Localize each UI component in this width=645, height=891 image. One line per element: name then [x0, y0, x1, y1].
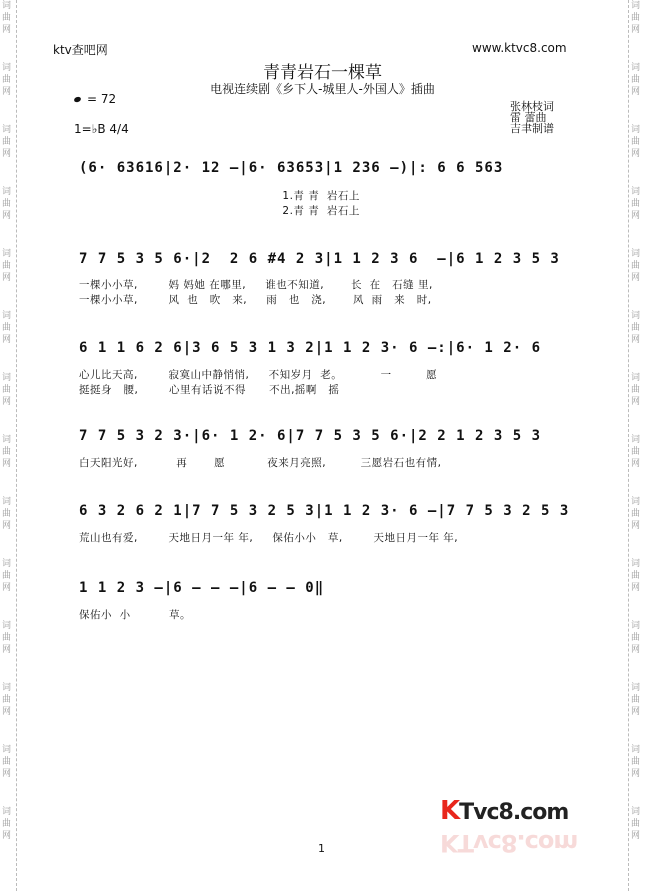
watermark-glyph-group: 词 曲 网	[2, 807, 12, 841]
logo-reflection: KTvc8.com	[440, 829, 578, 857]
logo-rest: Tvc8.com	[459, 800, 569, 825]
watermark-glyph-group: 词 曲 网	[2, 745, 12, 779]
watermark-glyph-group: 词 曲 网	[2, 373, 12, 407]
watermark-glyph-group: 词 曲 网	[2, 311, 12, 345]
watermark-glyph-group: 词 曲 网	[2, 497, 12, 531]
notation-line: (6· 63616|2· 12 —|6· 63653|1 236 —)|: 6 6 563	[79, 160, 504, 176]
page-number: 1	[318, 842, 325, 855]
watermark-glyph-group: 词 曲 网	[631, 435, 641, 469]
notation-line: 7 7 5 3 5 6·|2 2 6 #4 2 3|1 1 2 3 6 —|6 1 2 3 5 3	[79, 251, 560, 267]
watermark-glyph-group: 词 曲 网	[2, 249, 12, 283]
watermark-glyph-group: 词 曲 网	[2, 63, 12, 97]
left-watermark-text	[2, 0, 14, 868]
watermark-glyph-group: 词 曲 网	[631, 683, 641, 717]
watermark-glyph-group: 词 曲 网	[2, 1, 12, 35]
ktvc8-logo	[440, 796, 568, 826]
credit-transcriber: 吉聿制谱	[510, 122, 554, 135]
watermark-glyph-group: 词 曲 网	[2, 125, 12, 159]
watermark-glyph-group: 词 曲 网	[631, 373, 641, 407]
left-watermark-column	[0, 0, 17, 891]
watermark-glyph-group: 词 曲 网	[2, 435, 12, 469]
site-name-left: ktv查吧网	[53, 43, 108, 57]
watermark-glyph-group: 词 曲 网	[631, 249, 641, 283]
watermark-glyph-group: 词 曲 网	[2, 683, 12, 717]
song-subtitle: 电视连续剧《乡下人-城里人-外国人》插曲	[210, 82, 435, 96]
notation-line: 7 7 5 3 2 3·|6· 1 2· 6|7 7 5 3 5 6·|2 2 1 2 3 5 3	[79, 428, 542, 444]
watermark-glyph-group: 词 曲 网	[631, 559, 641, 593]
watermark-glyph-group: 词 曲 网	[2, 187, 12, 221]
site-url-right: www.ktvc8.com	[472, 41, 567, 55]
lyric-line: 荒山也有爱, 天地日月一年 年, 保佑小小 草, 天地日月一年 年,	[79, 532, 459, 544]
quarter-note-icon	[73, 96, 81, 103]
credit-composer: 雷 蕾曲	[510, 111, 547, 124]
notation-line: 1 1 2 3 —|6 — — —|6 — — 0‖	[79, 580, 325, 596]
watermark-glyph-group: 词 曲 网	[631, 1, 641, 35]
key-signature: 1=♭B 4/4	[74, 122, 129, 136]
notation-line: 6 1 1 6 2 6|3 6 5 3 1 3 2|1 1 2 3· 6 —:|6· 1 2· 6	[79, 340, 542, 356]
right-watermark-text	[631, 0, 643, 868]
watermark-glyph-group: 词 曲 网	[631, 745, 641, 779]
watermark-glyph-group: 词 曲 网	[2, 559, 12, 593]
watermark-glyph-group: 词 曲 网	[2, 621, 12, 655]
watermark-glyph-group: 词 曲 网	[631, 125, 641, 159]
lyric-line: 1.青 青 岩石上	[79, 190, 360, 202]
logo-k: K	[440, 796, 460, 826]
lyric-line: 一棵小小草, 风 也 吹 来, 雨 也 浇, 风 雨 来 时,	[79, 294, 432, 306]
lyric-line: 白天阳光好, 再 愿 夜来月亮照, 三愿岩石也有情,	[79, 457, 442, 469]
lyric-line: 挺挺身 腰, 心里有话说不得 不出,摇啊 摇	[79, 384, 340, 396]
lyric-line: 保佑小 小 草。	[79, 609, 192, 621]
lyric-line: 2.青 青 岩石上	[79, 205, 360, 217]
tempo-value: = 72	[87, 92, 117, 106]
watermark-glyph-group: 词 曲 网	[631, 187, 641, 221]
watermark-glyph-group: 词 曲 网	[631, 311, 641, 345]
notation-line: 6 3 2 6 2 1|7 7 5 3 2 5 3|1 1 2 3· 6 —|7 7 5 3 2 5 3	[79, 503, 570, 519]
watermark-glyph-group: 词 曲 网	[631, 621, 641, 655]
lyric-line: 一棵小小草, 妈 妈她 在哪里, 谁也不知道, 长 在 石缝 里,	[79, 279, 433, 291]
watermark-glyph-group: 词 曲 网	[631, 497, 641, 531]
lyric-line: 心儿比天高, 寂寞山中静悄悄, 不知岁月 老。 一 愿	[79, 369, 438, 381]
right-watermark-column	[628, 0, 645, 891]
tempo-marking	[74, 92, 116, 106]
song-title: 青青岩石一棵草	[263, 63, 382, 83]
credit-lyricist: 张林枝词	[510, 100, 554, 113]
watermark-glyph-group: 词 曲 网	[631, 63, 641, 97]
credits	[510, 101, 554, 134]
watermark-glyph-group: 词 曲 网	[631, 807, 641, 841]
